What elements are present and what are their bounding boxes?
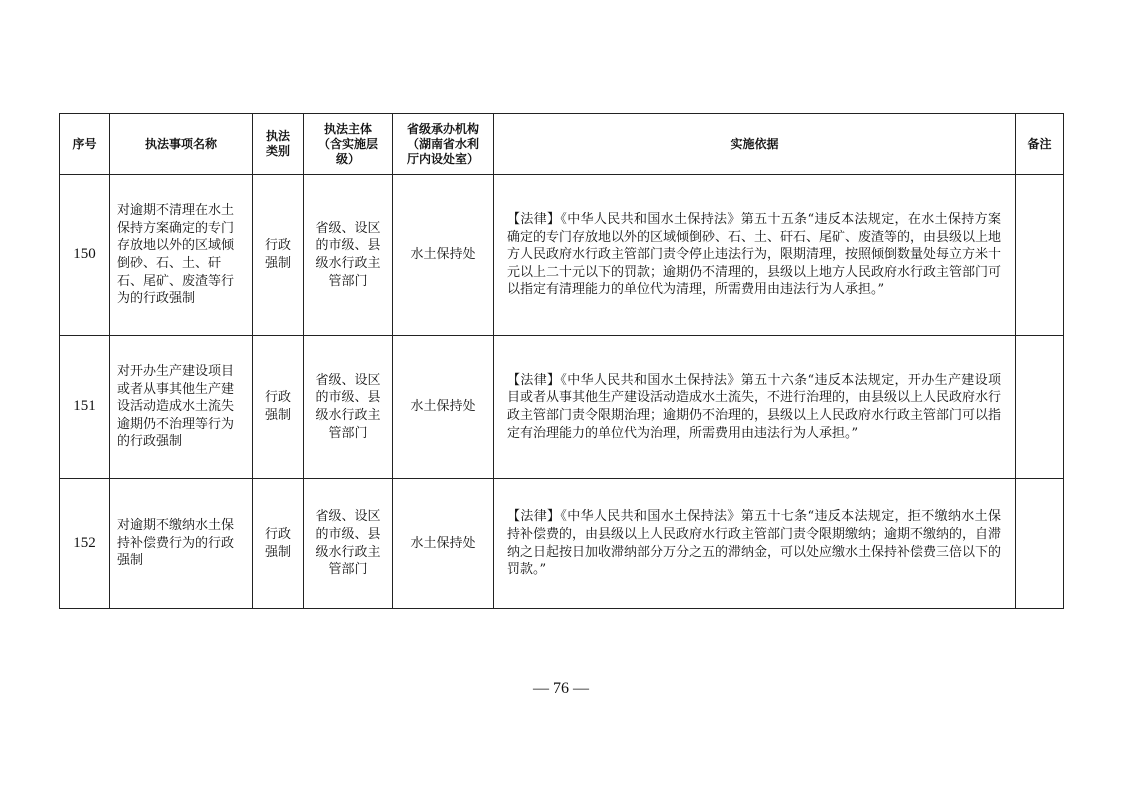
row-org: 水土保持处	[393, 175, 494, 336]
row-item-name: 对逾期不缴纳水土保持补偿费行为的行政强制	[110, 479, 253, 609]
row-org: 水土保持处	[393, 336, 494, 479]
row-item-name: 对开办生产建设项目或者从事其他生产建设活动造成水土流失逾期仍不治理等行为的行政强制	[110, 336, 253, 479]
row-category: 行政强制	[253, 336, 304, 479]
header-seq: 序号	[60, 114, 110, 175]
header-category	[253, 114, 304, 175]
row-category: 行政强制	[253, 175, 304, 336]
header-remark: 备注	[1016, 114, 1064, 175]
row-basis: 【法律】《中华人民共和国水土保持法》第五十七条“违反本法规定，拒不缴纳水土保持补偿费的，由县级以上人民政府水行政主管部门责令限期缴纳；逾期不缴纳的，自滞纳之日起按日加收滞纳部分万分之五的滞纳金，可以处应缴水土保持补偿费三倍以下的罚款。”	[494, 479, 1016, 609]
header-basis: 实施依据	[494, 114, 1016, 175]
table-row	[60, 175, 1064, 336]
row-remark	[1016, 336, 1064, 479]
row-subject: 省级、设区的市级、县级水行政主管部门	[304, 336, 393, 479]
row-seq: 150	[60, 175, 110, 336]
header-org-text: 省级承办机构 （湖南省水利 厅内设处室）	[406, 121, 479, 166]
row-basis: 【法律】《中华人民共和国水土保持法》第五十六条“违反本法规定，开办生产建设项目或者从事其他生产建设活动造成水土流失，不进行治理的，由县级以上人民政府水行政主管部门责令限期治理；逾期仍不治理的，县级以上人民政府水行政主管部门可以指定有治理能力的单位代为治理，所需费用由违法行为人承担。”	[494, 336, 1016, 479]
header-category-text: 执法 类别	[265, 129, 290, 158]
header-subject	[304, 114, 393, 175]
row-basis: 【法律】《中华人民共和国水土保持法》第五十五条“违反本法规定，在水土保持方案确定的专门存放地以外的区域倾倒砂、石、土、矸石、尾矿、废渣等的，由县级以上地方人民政府水行政主管部门责令停止违法行为，限期清理，按照倾倒数量处每立方米十元以上二十元以下的罚款；逾期仍不清理的，县级以上地方人民政府水行政主管部门可以指定有清理能力的单位代为清理，所需费用由违法行为人承担。”	[494, 175, 1016, 336]
header-subject-text: 执法主体 （含实施层 级）	[317, 121, 378, 166]
row-category: 行政强制	[253, 479, 304, 609]
row-seq: 151	[60, 336, 110, 479]
enforcement-items-table	[59, 113, 1064, 609]
row-remark	[1016, 479, 1064, 609]
table-row	[60, 479, 1064, 609]
header-item-name: 执法事项名称	[110, 114, 253, 175]
row-subject: 省级、设区的市级、县级水行政主管部门	[304, 175, 393, 336]
page-number: — 76 —	[533, 680, 589, 697]
table-header-row	[60, 114, 1064, 175]
row-item-name: 对逾期不清理在水土保持方案确定的专门存放地以外的区域倾倒砂、石、土、矸石、尾矿、废渣等行为的行政强制	[110, 175, 253, 336]
table-row	[60, 336, 1064, 479]
row-remark	[1016, 175, 1064, 336]
row-seq: 152	[60, 479, 110, 609]
row-subject: 省级、设区的市级、县级水行政主管部门	[304, 479, 393, 609]
header-org	[393, 114, 494, 175]
row-org: 水土保持处	[393, 479, 494, 609]
